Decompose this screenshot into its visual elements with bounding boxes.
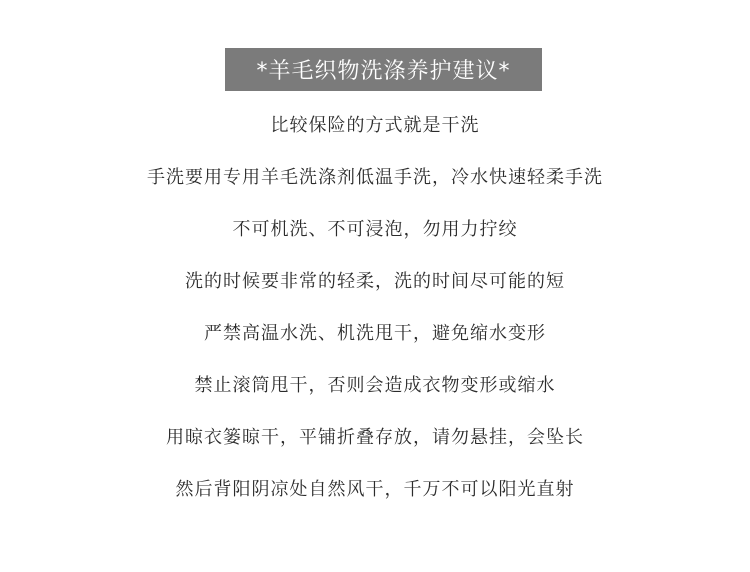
care-tip-7: 用晾衣篓晾干，平铺折叠存放，请勿悬挂，会坠长 (166, 427, 584, 448)
title-banner (225, 48, 542, 91)
page-title: *羊毛织物洗涤养护建议* (256, 59, 511, 84)
care-tip-8: 然后背阳阴凉处自然风干，千万不可以阳光直射 (175, 479, 575, 500)
care-tip-2: 手洗要用专用羊毛洗涤剂低温手洗，冷水快速轻柔手洗 (147, 167, 603, 188)
care-tip-3: 不可机洗、不可浸泡，勿用力拧绞 (232, 219, 518, 240)
care-tip-6: 禁止滚筒甩干，否则会造成衣物变形或缩水 (194, 375, 556, 396)
care-tip-1: 比较保险的方式就是干洗 (270, 115, 480, 136)
care-tip-5: 严禁高温水洗、机洗甩干，避免缩水变形 (204, 323, 546, 344)
care-tip-4: 洗的时候要非常的轻柔，洗的时间尽可能的短 (185, 271, 565, 292)
